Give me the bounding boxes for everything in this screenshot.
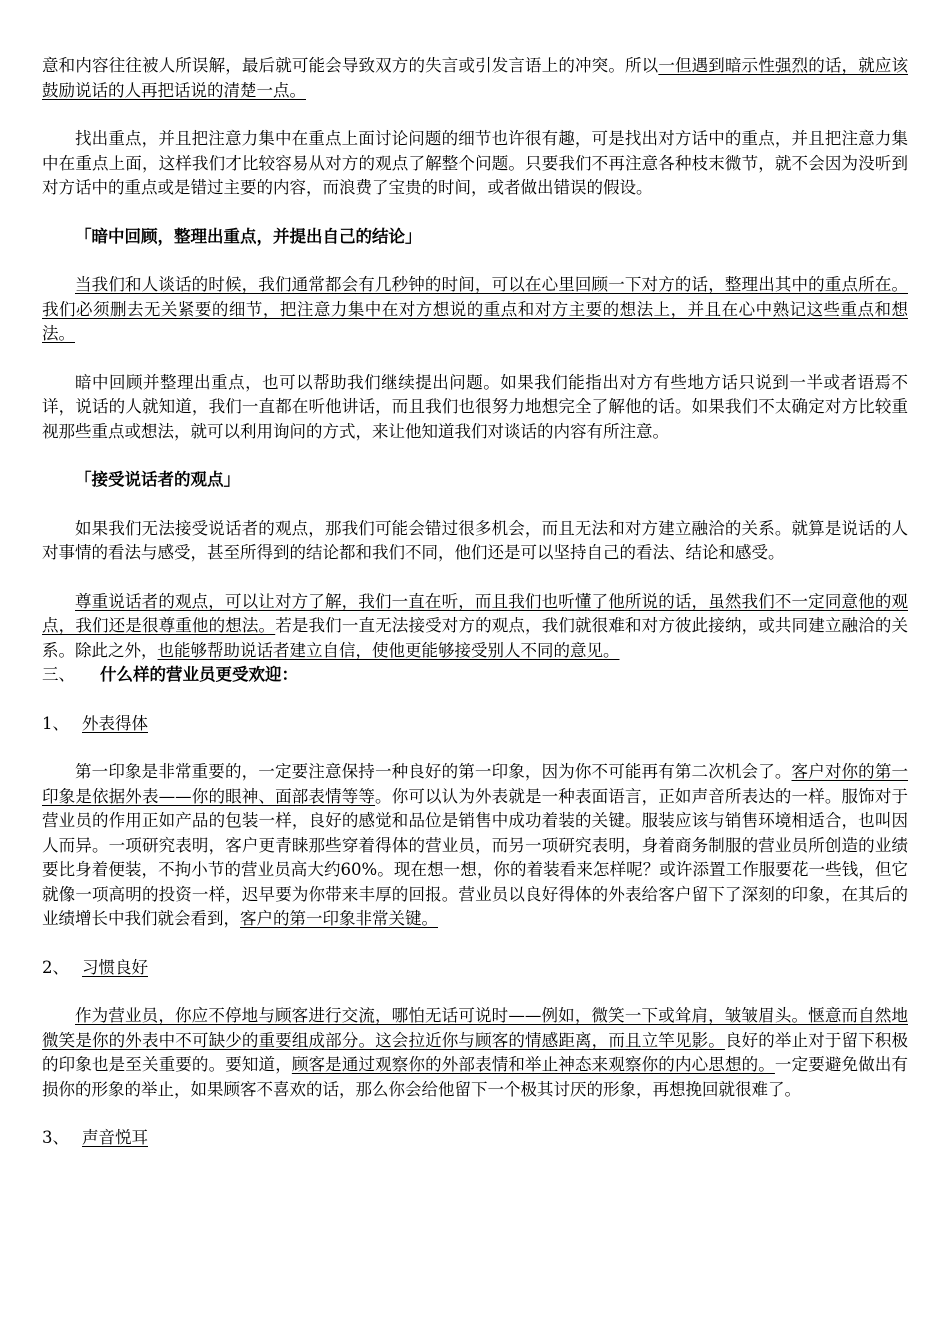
underlined-text: 一但遇到暗示性强烈的话，就应该鼓励说话的人再把话说的清楚一点。 [42, 56, 909, 100]
text-segment: 。你可以认为外表就是一种表面语言，正如声音所表达的一样。服饰对于营业员的作用正如产品的包装一样，良好的感觉和品位是销售中成功着装的关键。服装应该与销售环境相适合，也叫因人而异。一项研究表明，客户更青睐那些穿着得体的营业员，而另一项研究表明，身着商务制服的营业员所创造的业绩要比身着便装，不拘小节的营业员高大约60%。现在想一想，你的着装看来怎样呢？或许添置工作服要花一些钱，但它就像一项高明的投资一样，迟早要为你带来丰厚的回报。营业员以良好得体的外表给客户留下了深刻的印象，在其后的业绩增长中我们就会看到， [42, 786, 909, 928]
text-segment: 一定要避免做出有损你的形象的举止，如果顾客不喜欢的话，那么你会给他留下一个极其讨厌的形象，再想挽回就很难了。 [42, 1055, 909, 1099]
underlined-text: 客户对你的第一印象是依据外表——你的眼神、面部表情等等 [42, 762, 909, 806]
paragraph-accept-viewpoint: 如果我们无法接受说话者的观点，那我们可能会错过很多机会，而且无法和对方建立融洽的关系。就算是说话的人对事情的看法与感受，甚至所得到的结论都和我们不同，他们还是可以坚持自己的看法、结论和感受。 [42, 518, 908, 562]
section-title: 什么样的营业员更受欢迎： [100, 665, 298, 684]
paragraph-respect-viewpoint [42, 590, 908, 664]
underlined-text: 尊重说话者的观点，可以让对方了解，我们一直在听，而且我们也听懂了他所说的话，虽然我们不一定同意他的观点，我们还是很尊重他的想法。 [42, 591, 908, 635]
text-segment: 意和内容往往被人所误解，最后就可能会导致双方的失言或引发言语上的冲突。所以 [42, 56, 659, 75]
item-heading-1 [42, 712, 908, 737]
paragraph-intro [42, 54, 908, 103]
paragraph-habits [42, 1004, 908, 1102]
section-heading-3 [42, 663, 908, 688]
item-heading-3 [42, 1126, 908, 1151]
heading-accept-viewpoint: 「接受说话者的观点」 [75, 470, 240, 489]
paragraph-review-underlined: 当我们和人谈话的时候，我们通常都会有几秒钟的时间，可以在心里回顾一下对方的话，整理出其中的重点所在。我们必须删去无关紧要的细节，把注意力集中在对方想说的重点和对方主要的想法上，并且在心中熟记这些重点和想法。 [42, 275, 908, 343]
text-segment: 第一印象是非常重要的，一定要注意保持一种良好的第一印象，因为你不可能再有第二次机会了。 [75, 762, 792, 781]
underlined-text: 作为营业员，你应不停地与顾客进行交流，哪怕无话可说时——例如，微笑一下或耸肩，皱皱眉头。惬意而自然地微笑是你的外表中不可缺少的重要组成部分。这会拉近你与顾客的情感距离，而且立竿见影。 [42, 1006, 908, 1050]
item-number: 2、 [42, 957, 69, 977]
text-segment: 若是我们一直无法接受对方的观点，我们就很难和对方彼此接纳，或共同建立融洽的关系。除此之外， [42, 616, 909, 660]
heading-review-key-points: 「暗中回顾，整理出重点，并提出自己的结论」 [75, 226, 422, 246]
paragraph-find-key-points: 找出重点，并且把注意力集中在重点上面讨论问题的细节也许很有趣，可是找出对方话中的重点，并且把注意力集中在重点上面，这样我们才比较容易从对方的观点了解整个问题。只要我们不再注意各种枝末微节，就不会因为没听到对方话中的重点或是错过主要的内容，而浪费了宝贵的时间，或者做出错误的假设。 [42, 129, 908, 197]
underlined-text: 顾客是通过观察你的外部表情和举止神态来观察你的内心思想的。 [291, 1055, 775, 1074]
underlined-text: 也能够帮助说话者建立自信，使他更能够接受别人不同的意见。 [157, 640, 620, 660]
item-title: 外表得体 [82, 713, 148, 733]
item-number: 3、 [42, 1128, 69, 1147]
item-number: 1、 [42, 713, 69, 733]
item-title: 声音悦耳 [82, 1128, 148, 1147]
paragraph-appearance [42, 760, 908, 932]
underlined-text: 客户的第一印象非常关键。 [240, 909, 438, 928]
text-segment: 良好的举止对于留下积极的印象也是至关重要的。要知道， [42, 1030, 909, 1074]
item-heading-2 [42, 956, 908, 981]
section-number: 三、 [42, 665, 75, 684]
item-title: 习惯良好 [82, 957, 148, 977]
paragraph-review-questions: 暗中回顾并整理出重点，也可以帮助我们继续提出问题。如果我们能指出对方有些地方话只说到一半或者语焉不详，说话的人就知道，我们一直都在听他讲话，而且我们也很努力地想完全了解他的话。如果我们不太确定对方比较重视那些重点或想法，就可以利用询问的方式，来让他知道我们对谈话的内容有所注意。 [42, 372, 908, 441]
